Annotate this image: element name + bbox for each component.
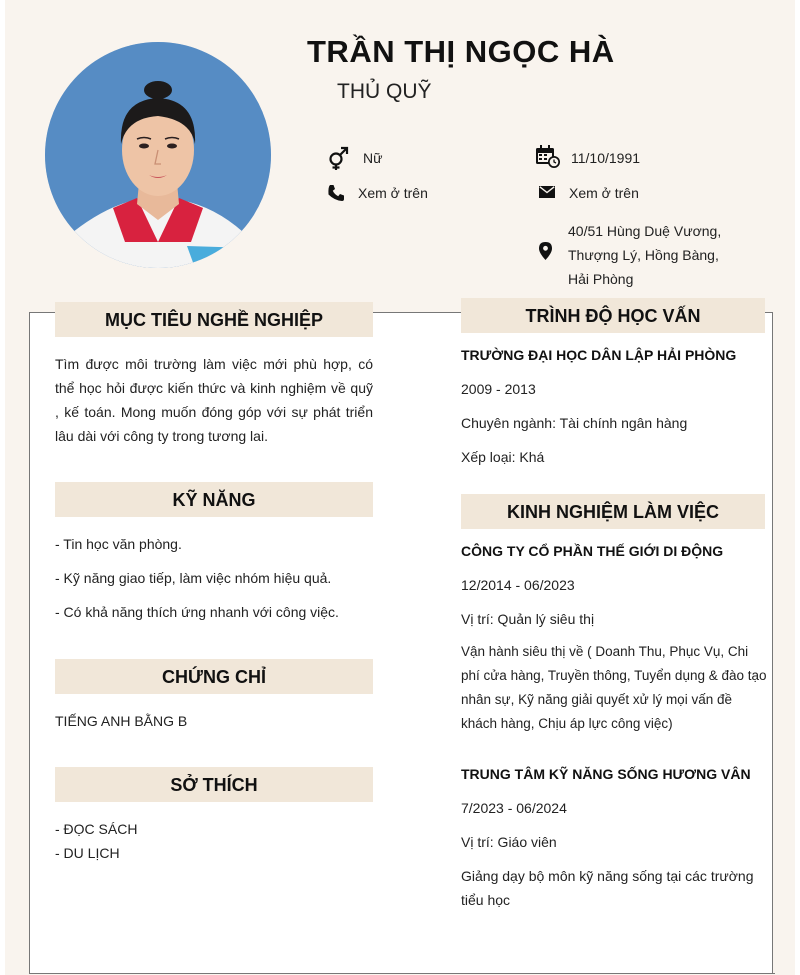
email-value: Xem ở trên [569, 185, 639, 201]
hobby-item: - DU LỊCH [55, 845, 120, 861]
job-period: 12/2014 - 06/2023 [461, 577, 575, 593]
skill-item: - Có khả năng thích ứng nhanh với công việc. [55, 604, 339, 620]
phone-icon [327, 184, 345, 202]
hobbies-heading: SỞ THÍCH [55, 767, 373, 802]
job-title: THỦ QUỸ [337, 80, 432, 103]
avatar [45, 42, 271, 268]
email-icon [539, 186, 555, 198]
objective-text: Tìm được môi trường làm việc mới phù hợp, có thể học hỏi được kiến thức và kinh nghiệm về quỹ , kế toán. Mong muốn đóng góp với sự phát triển lâu dài với công ty trong tương lai. [55, 356, 373, 444]
frame-bottom-line [29, 973, 775, 974]
job-position: Vị trí: Quản lý siêu thị [461, 611, 595, 627]
profile-photo [45, 42, 271, 268]
certificate-item: TIẾNG ANH BẰNG B [55, 713, 188, 729]
gender-value: Nữ [363, 150, 383, 166]
experience-heading: KINH NGHIỆM LÀM VIỆC [461, 494, 765, 529]
job-description: Giảng dạy bộ môn kỹ năng sống tại các trường tiểu học [461, 868, 754, 908]
job-company: CÔNG TY CỔ PHẦN THẾ GIỚI DI ĐỘNG [461, 543, 724, 559]
address-line: Hải Phòng [568, 271, 634, 287]
objective-heading: MỤC TIÊU NGHỀ NGHIỆP [55, 302, 373, 337]
job-position: Vị trí: Giáo viên [461, 834, 557, 850]
skill-item: - Tin học văn phòng. [55, 536, 182, 552]
skill-item: - Kỹ năng giao tiếp, làm việc nhóm hiệu quả. [55, 570, 332, 586]
education-grade: Xếp loại: Khá [461, 449, 545, 465]
education-heading: TRÌNH ĐỘ HỌC VẤN [461, 298, 765, 333]
job-description: Vận hành siêu thị về ( Doanh Thu, Phục Vụ, Chi phí cửa hàng, Truyền thông, Tuyển dụng & đào tạo nhân sự, Kỹ năng giải quyết xử lý mọi vấn đề khách hàng, Chịu áp lực công việc) [461, 644, 767, 731]
dob-value: 11/10/1991 [571, 150, 641, 166]
education-period: 2009 - 2013 [461, 381, 536, 397]
hobby-item: - ĐỌC SÁCH [55, 821, 138, 837]
skills-heading: KỸ NĂNG [55, 482, 373, 517]
school-name: TRƯỜNG ĐẠI HỌC DÂN LẬP HẢI PHÒNG [461, 347, 737, 363]
calendar-icon [535, 145, 561, 169]
location-pin-icon [539, 242, 552, 260]
certificates-heading: CHỨNG CHỈ [55, 659, 373, 694]
education-major: Chuyên ngành: Tài chính ngân hàng [461, 415, 688, 431]
job-company: TRUNG TÂM KỸ NĂNG SỐNG HƯƠNG VÂN [461, 766, 751, 782]
phone-value: Xem ở trên [358, 185, 428, 201]
address-line: 40/51 Hùng Duệ Vương, [568, 223, 722, 239]
job-period: 7/2023 - 06/2024 [461, 800, 567, 816]
address-line: Thượng Lý, Hồng Bàng, [568, 247, 719, 263]
address-value [568, 219, 721, 291]
candidate-name: TRẦN THỊ NGỌC HÀ [307, 34, 615, 69]
gender-icon [327, 145, 349, 171]
